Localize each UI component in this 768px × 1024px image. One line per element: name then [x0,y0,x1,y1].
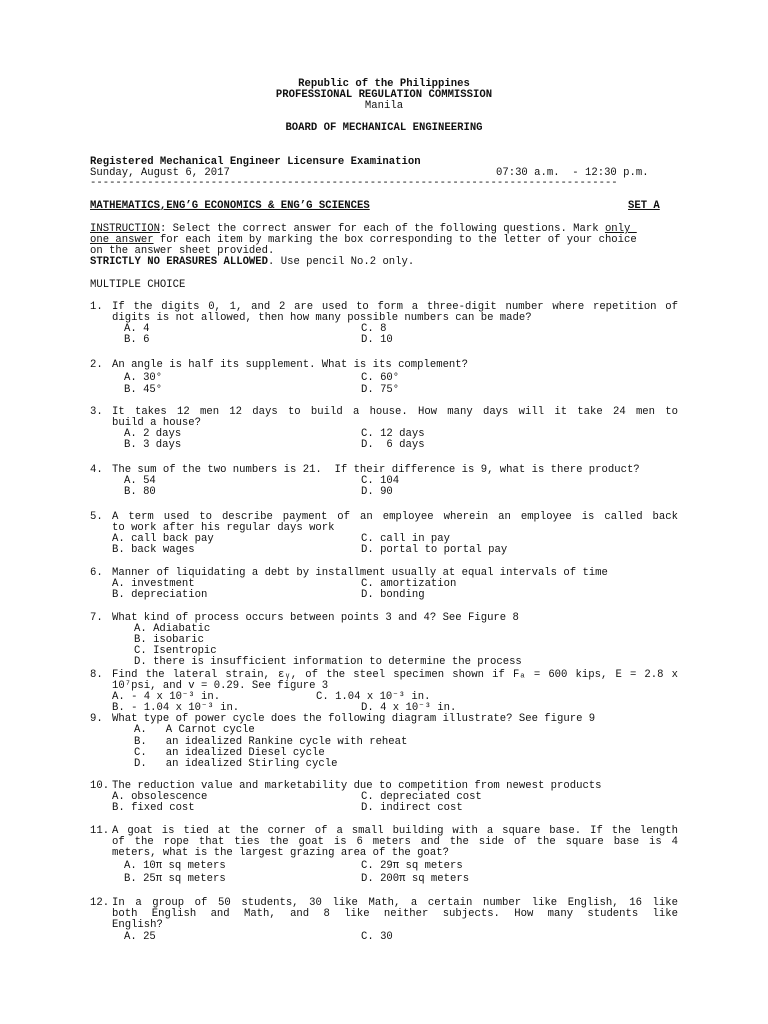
q12-line-1: In a group of 50 students, 30 like Math, a certain number like English, 16 like [112,897,678,909]
q8-option-b: B. - 1.04 x 10⁻³ in. [112,702,240,714]
instruction-text-4: . Use pencil No.2 only. [268,256,415,268]
q10-option-c: C. depreciated cost [361,791,482,803]
q5-option-a: A. call back pay [112,533,214,545]
q2-option-c: C. 60° [361,372,400,384]
header-board: BOARD OF MECHANICAL ENGINEERING [285,122,483,134]
q5-option-c: C. call in pay [361,533,451,545]
q12-option-c: C. 30 [361,931,393,943]
instruction-label: INSTRUCTION [90,223,160,235]
q1-option-d: D. 10 [361,334,393,346]
q2-line-1: An angle is half its supplement. What is its complement? [112,359,469,371]
q3-line-1: It takes 12 men 12 days to build a house. How many days will it take 24 men to [112,406,678,418]
q11-number: 11. [90,825,110,837]
instruction-emphasis-1: only [604,223,637,235]
q10-number: 10. [90,780,110,792]
q6-option-d: D. bonding [361,589,425,601]
q5-line-2: to work after his regular days work [112,522,335,534]
q5-line-1: A term used to describe payment of an employee wherein an employee is called back [112,511,678,523]
q2-number: 2. [90,359,103,371]
q5-option-d: D. portal to portal pay [361,544,508,556]
q4-option-c: C. 104 [361,475,400,487]
q3-option-c: C. 12 days [361,428,425,440]
exam-date: Sunday, August 6, 2017 [90,167,230,179]
q2-option-b: B. 45° [124,384,163,396]
q2-option-a: A. 30° [124,372,163,384]
q7-option-d: D. there is insufficient information to determine the process [134,656,522,668]
instruction-text-2: for each item by marking the box corresponding to the letter of your choice [153,234,637,246]
q8-line-2: 10⁷psi, and v = 0.29. See figure 3 [112,680,329,692]
q3-option-b: B. 3 days [124,439,182,451]
instruction-line-3: on the answer sheet provided. [90,245,275,257]
q4-line-1: The sum of the two numbers is 21. If their difference is 9, what is there product? [112,464,640,476]
q9-option-a: A. A Carnot cycle [134,724,255,736]
q10-option-a: A. obsolescence [112,791,208,803]
header-commission: PROFESSIONAL REGULATION COMMISSION [275,89,493,101]
q9-option-d: D. an idealized Stirling cycle [134,758,338,770]
separator-line: ----------------------------------------------------------------------------------- [90,178,618,189]
q4-option-a: A. 54 [124,475,156,487]
q11-option-c: C. 29π sq meters [361,860,463,872]
q11-line-1: A goat is tied at the corner of a small building with a square base. If the length [112,825,678,837]
q10-option-d: D. indirect cost [361,802,463,814]
q5-number: 5. [90,511,103,523]
instruction-emphasis-2: one answer [90,234,154,246]
q11-line-2: of the rope that ties the goat is 6 meters and the side of the square base is 4 [112,836,678,848]
q2-option-d: D. 75° [361,384,400,396]
q7-option-a: A. Adiabatic [134,623,211,635]
q7-option-c: C. Isentropic [134,645,217,657]
q11-option-d: D. 200π sq meters [361,873,470,885]
instruction-line-4 [90,257,414,268]
section-heading: MULTIPLE CHOICE [90,279,186,291]
q11-option-a: A. 10π sq meters [124,860,226,872]
q7-line-1: What kind of process occurs between points 3 and 4? See Figure 8 [112,612,519,624]
q8-option-a: A. - 4 x 10⁻³ in. [112,691,221,703]
q3-option-a: A. 2 days [124,428,182,440]
q1-option-c: C. 8 [361,323,387,335]
q3-option-d: D. 6 days [361,439,425,451]
q1-option-b: B. 6 [124,334,150,346]
q1-number: 1. [90,301,103,313]
q8-option-d: D. 4 x 10⁻³ in. [361,702,457,714]
q7-number: 7. [90,612,103,624]
no-erasures-notice: STRICTLY NO ERASURES ALLOWED [90,256,269,268]
q3-line-2: build a house? [112,417,202,429]
q11-option-b: B. 25π sq meters [124,873,226,885]
header-republic: Republic of the Philippines [298,78,470,90]
q4-number: 4. [90,464,103,476]
q12-option-a: A. 25 [124,931,156,943]
q9-line-1: What type of power cycle does the following diagram illustrate? See figure 9 [112,713,596,725]
q10-line-1: The reduction value and marketability due to competition from newest products [112,780,602,792]
q4-option-b: B. 80 [124,486,156,498]
header-city: Manila [364,100,404,112]
q11-line-3: meters, what is the largest grazing area of the goat? [112,847,449,859]
q4-option-d: D. 90 [361,486,393,498]
q5-option-b: B. back wages [112,544,195,556]
q6-option-b: B. depreciation [112,589,208,601]
q8-number: 8. [90,669,103,681]
q3-number: 3. [90,406,103,418]
q9-option-b: B. an idealized Rankine cycle with reheat [134,736,408,748]
q1-option-a: A. 4 [124,323,150,335]
q9-option-c: C. an idealized Diesel cycle [134,747,325,759]
q8-line-1: Find the lateral strain, εᵧ, of the steel specimen shown if Fₐ = 600 kips, E = 2.8 x [112,669,678,681]
q10-option-b: B. fixed cost [112,802,195,814]
q6-option-c: C. amortization [361,578,457,590]
q8-option-c: C. 1.04 x 10⁻³ in. [316,691,431,703]
set-label: SET A [628,200,660,212]
q9-number: 9. [90,713,103,725]
instruction-text-1: : Select the correct answer for each of the following questions. Mark [159,223,605,235]
q12-number: 12. [90,897,110,909]
exam-time: 07:30 a.m. - 12:30 p.m. [496,167,649,179]
q12-line-2: both English and Math, and 8 like neither subjects. How many students like [112,908,678,920]
q6-number: 6. [90,567,103,579]
exam-title: Registered Mechanical Engineer Licensure Examination [90,156,421,168]
q12-line-3: English? [112,919,163,931]
subject-title: MATHEMATICS,ENG’G ECONOMICS & ENG’G SCIENCES [90,200,370,212]
q7-option-b: B. isobaric [134,634,204,646]
q1-line-2: digits is not allowed, then how many possible numbers can be made? [112,312,532,324]
q6-line-1: Manner of liquidating a debt by installment usually at equal intervals of time [112,567,608,579]
q1-line-1: If the digits 0, 1, and 2 are used to form a three-digit number where repetition of [112,301,678,313]
q6-option-a: A. investment [112,578,195,590]
